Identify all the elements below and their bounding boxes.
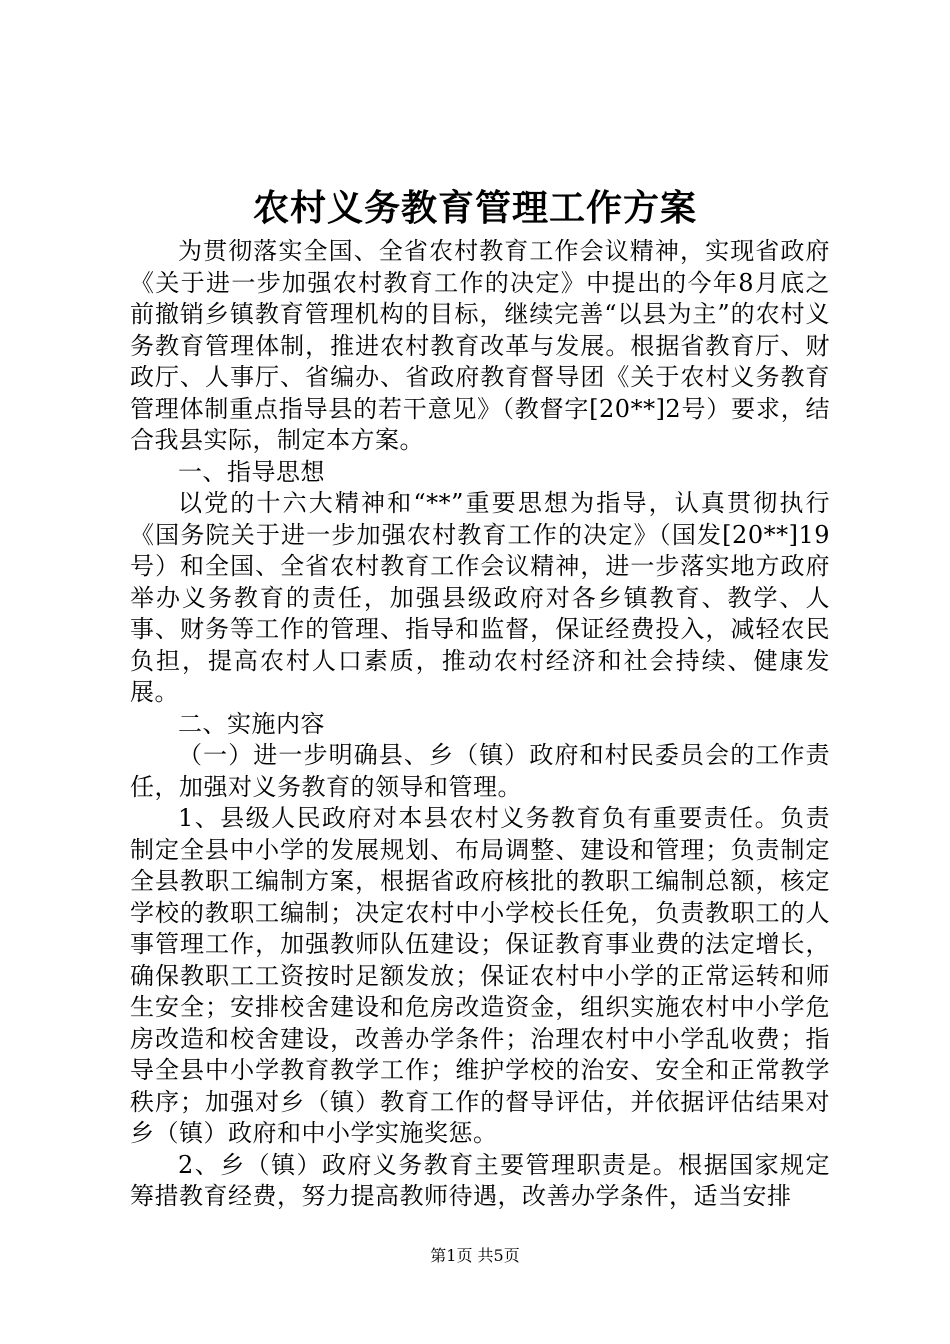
town-responsibility-paragraph: 2、乡（镇）政府义务教育主要管理职责是。根据国家规定筹措教育经费，努力提高教师待遇，改善办学条件，适当安排 bbox=[130, 1150, 830, 1210]
page-footer: 第1页 共5页 bbox=[430, 1246, 520, 1265]
county-responsibility-paragraph: 1、县级人民政府对本县农村义务教育负有重要责任。负责制定全县中小学的发展规划、布局调整、建设和管理；负责制定全县教职工编制方案，根据省政府核批的教职工编制总额，核定学校的教职工编制；决定农村中小学校长任免，负责教职工的人事管理工作，加强教师队伍建设；保证教育事业费的法定增长，确保教职工工资按时足额发放；保证农村中小学的正常运转和师生安全；安排校舍建设和危房改造资金，组织实施农村中小学危房改造和校舍建设，改善办学条件；治理农村中小学乱收费；指导全县中小学教育教学工作；维护学校的治安、安全和正常教学秩序；加强对乡（镇）教育工作的督导评估，并依据评估结果对乡（镇）政府和中小学实施奖惩。 bbox=[130, 804, 830, 1147]
subsection-paragraph-1: （一）进一步明确县、乡（镇）政府和村民委员会的工作责任，加强对义务教育的领导和管理。 bbox=[130, 741, 830, 801]
document-body bbox=[130, 236, 830, 1213]
intro-paragraph: 为贯彻落实全国、全省农村教育工作会议精神，实现省政府《关于进一步加强农村教育工作的决定》中提出的今年8月底之前撤销乡镇教育管理机构的目标，继续完善“以县为主”的农村义务教育管理体制，推进农村教育改革与发展。根据省教育厅、财政厅、人事厅、省编办、省政府教育督导团《关于农村义务教育管理体制重点指导县的若干意见》（教督字[20**]2号）要求，结合我县实际，制定本方案。 bbox=[130, 237, 830, 454]
guiding-ideology-paragraph: 以党的十六大精神和“**”重要思想为指导，认真贯彻执行《国务院关于进一步加强农村教育工作的决定》（国发[20**]19号）和全国、全省农村教育工作会议精神，进一步落实地方政府举办义务教育的责任，加强县级政府对各乡镇教育、教学、人事、财务等工作的管理、指导和监督，保证经费投入，减轻农民负担，提高农村人口素质，推动农村经济和社会持续、健康发展。 bbox=[130, 489, 830, 706]
section-heading-guiding-ideology: 一、指导思想 bbox=[178, 457, 325, 486]
section-heading-implementation: 二、实施内容 bbox=[178, 709, 325, 738]
document-title: 农村义务教育管理工作方案 bbox=[252, 187, 697, 229]
